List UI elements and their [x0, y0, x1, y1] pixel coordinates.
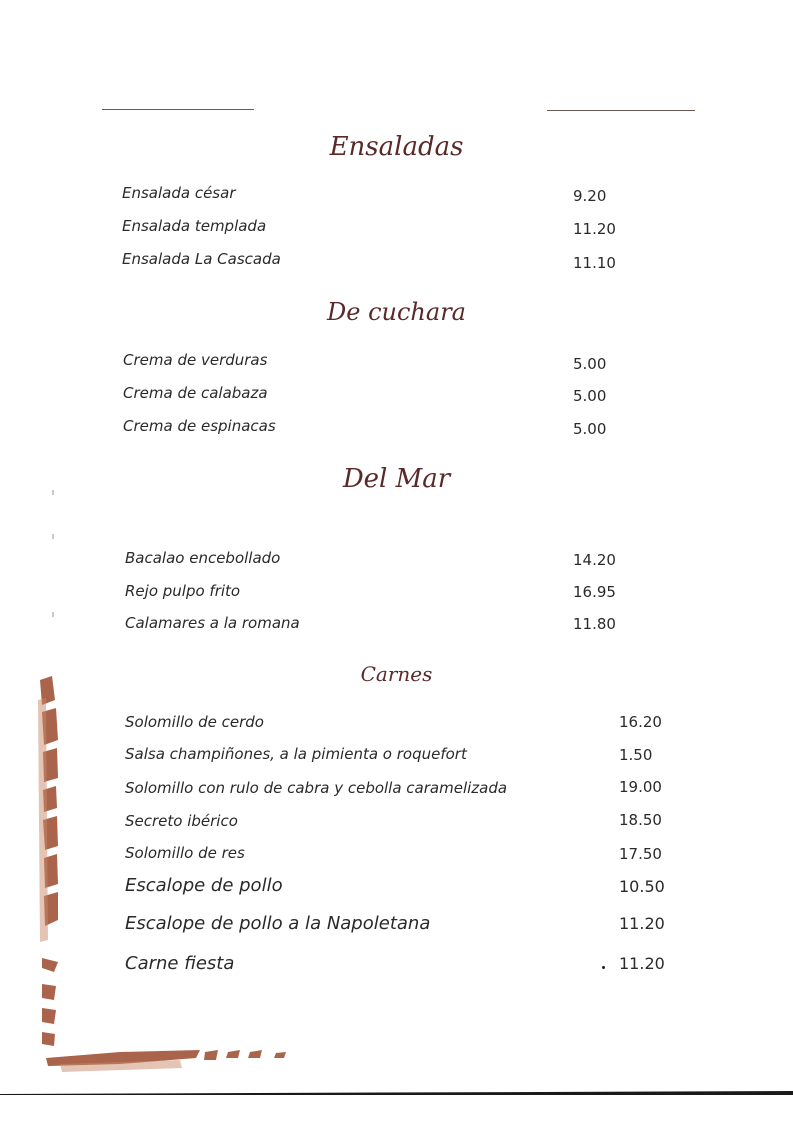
menu-item-price: 18.50: [619, 811, 662, 829]
menu-item-name: Solomillo con rulo de cabra y cebolla caramelizada: [125, 779, 508, 797]
menu-item-name: Ensalada La Cascada: [122, 250, 281, 268]
menu-item-price: 9.20: [573, 187, 607, 205]
bottom-edge-bar: [0, 1091, 793, 1095]
menu-item-name: Crema de espinacas: [123, 417, 276, 435]
menu-item-price: 16.20: [619, 713, 662, 731]
menu-item-price: 5.00: [573, 387, 607, 405]
menu-item-price: 14.20: [573, 551, 616, 569]
menu-item-price: 11.20: [619, 914, 665, 933]
menu-item-name: Calamares a la romana: [125, 614, 300, 632]
menu-item-price: 11.20: [573, 220, 616, 238]
menu-item-price: 16.95: [573, 583, 616, 601]
menu-item-price: 11.20: [619, 954, 665, 973]
menu-item-price: 19.00: [619, 778, 662, 796]
section-heading-del-mar: Del Mar: [342, 464, 451, 494]
menu-item-name: Secreto ibérico: [125, 812, 238, 830]
menu-item-price: 11.10: [573, 254, 616, 272]
menu-item-name: Ensalada césar: [122, 184, 236, 202]
menu-item-name: Rejo pulpo frito: [125, 582, 241, 600]
menu-item-name: Escalope de pollo: [125, 875, 283, 896]
section-heading-carnes: Carnes: [360, 662, 433, 686]
section-heading-ensaladas: Ensaladas: [329, 132, 464, 162]
menu-item-name: Bacalao encebollado: [125, 549, 281, 567]
menu-item-price: 17.50: [619, 845, 662, 863]
menu-item-name: Escalope de pollo a la Napoletana: [125, 913, 431, 934]
menu-item-name: Crema de verduras: [123, 351, 268, 369]
menu-item-name: Salsa champiñones, a la pimienta o roquefort: [125, 745, 467, 763]
menu-item-name: Carne fiesta: [125, 953, 235, 974]
menu-item-price: 11.80: [573, 615, 616, 633]
menu-item-price: 5.00: [573, 420, 607, 438]
menu-item-price: 5.00: [573, 355, 607, 373]
section-heading-de-cuchara: De cuchara: [327, 298, 466, 326]
menu-item-name: Ensalada templada: [122, 217, 267, 235]
menu-item-price: 10.50: [619, 877, 665, 896]
menu-item-price: 1.50: [619, 746, 653, 764]
menu-item-name: Solomillo de cerdo: [125, 713, 264, 731]
menu-item-name: Solomillo de res: [125, 844, 245, 862]
menu-item-name: Crema de calabaza: [123, 384, 268, 402]
